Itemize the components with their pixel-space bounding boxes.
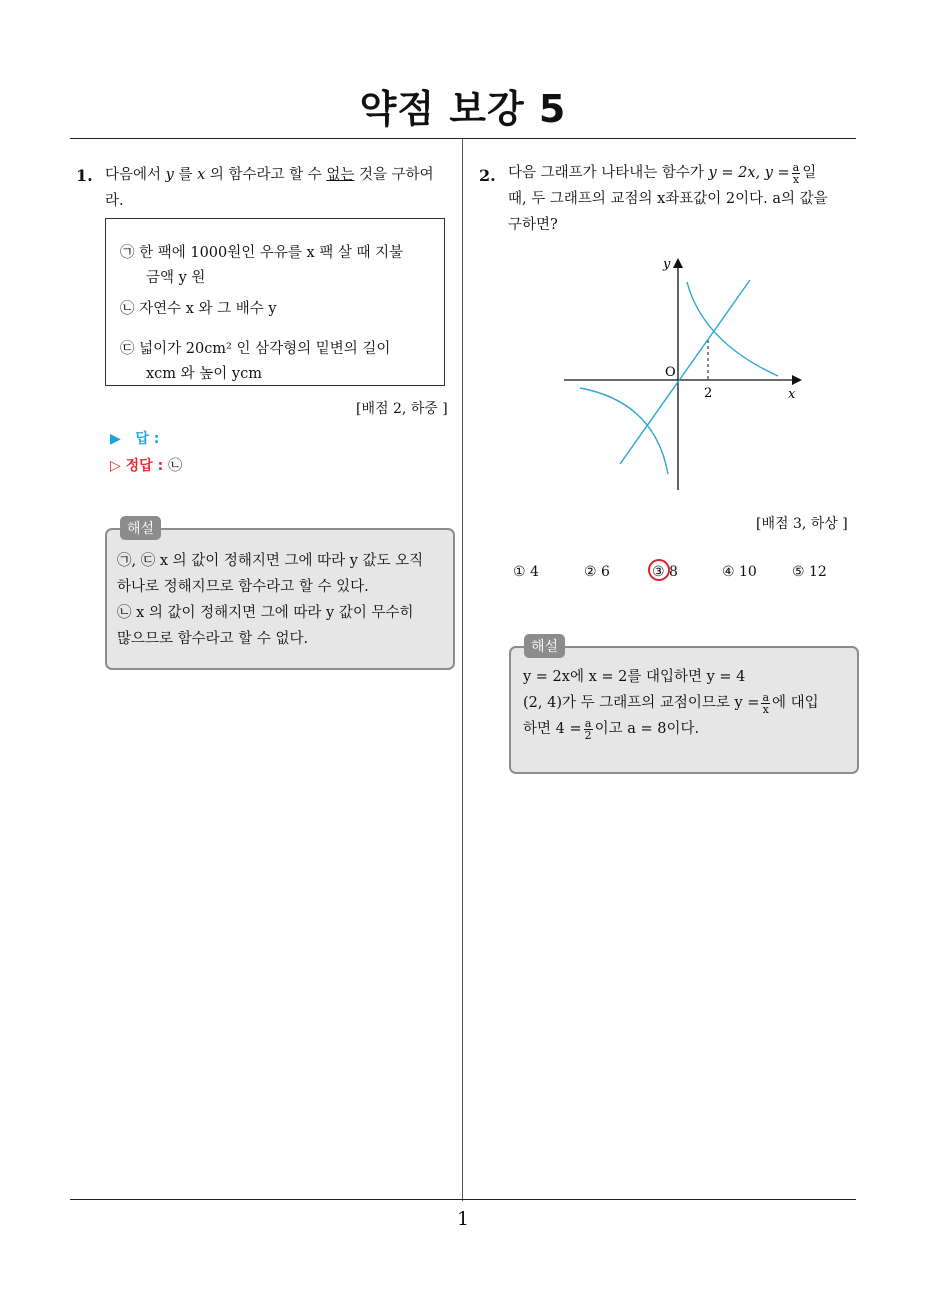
q1-answer-row: ▶ 답 : xyxy=(110,431,160,447)
q1-option-1: ㉠ 한 팩에 1000원인 우유를 x 팩 살 때 지불 금액 y 원 xyxy=(120,245,404,286)
q1-correct-row: ▷ 정답 : ㉡ xyxy=(110,458,183,474)
y-axis-label: y xyxy=(663,257,671,272)
q2-number: 2. xyxy=(479,166,496,185)
q2-choice-2[interactable]: ② 6 xyxy=(584,564,610,580)
q2-solution-tag: 해설 xyxy=(524,634,565,658)
q2-text: 다음 그래프가 나타내는 함수가 y = 2x, y = $\frac{a}{x}$ 일 때, 두 그래프의 교점의 x좌표값이 2이다. a의 값을 구하면? xyxy=(508,160,828,233)
q2-solution-box xyxy=(509,646,859,774)
q1-option-2: ㉡ 자연수 x 와 그 배수 y xyxy=(120,301,277,317)
q2-solution-text: y = 2x에 x = 2를 대입하면 y = 4 (2, 4)가 두 그래프의 교점이므로 y = $\frac{a}{x}$ 에 대입 하면 4 = $\frac{a}{2}$ 이고 a = 8이다. xyxy=(523,669,819,742)
q1-underlined-word: 없는 xyxy=(326,167,355,183)
x-axis-arrow-icon xyxy=(792,375,802,385)
q2-choice-3[interactable]: ③ 8 xyxy=(652,564,678,580)
x-axis-label: x xyxy=(788,387,796,402)
column-divider xyxy=(462,139,463,1201)
q1-solution-text: ㉠, ㉢ x 의 값이 정해지면 그에 따라 y 값도 오직 하나로 정해지므로 함수라고 할 수 있다. ㉡ x 의 값이 정해지면 그에 따라 y 값이 무수히 많으므로 함수라고 할 수 없다. xyxy=(117,553,424,647)
y-axis-arrow-icon xyxy=(673,258,683,268)
page-title: 약점 보강 5 xyxy=(359,87,567,131)
play-outline-icon: ▷ xyxy=(110,458,121,474)
page-number: 1 xyxy=(456,1208,470,1230)
q2-choice-5[interactable]: ⑤ 12 xyxy=(792,564,827,580)
line-y-2x xyxy=(620,280,750,464)
tick-label-2: 2 xyxy=(704,386,713,401)
q2-choice-4[interactable]: ④ 10 xyxy=(722,564,757,580)
hyperbola-branch-positive xyxy=(687,282,778,376)
q1-solution-box xyxy=(105,528,455,670)
q1-text: 다음에서 y 를 x 의 함수라고 할 수 없는 것을 구하여 라. xyxy=(105,167,434,209)
origin-label: O xyxy=(665,365,676,380)
q1-option-3: ㉢ 넓이가 20cm² 인 삼각형의 밑변의 길이 xcm 와 높이 ycm xyxy=(120,341,391,382)
q1-points: [배점 2, 하중 ] xyxy=(356,401,448,417)
selected-answer-circle-icon xyxy=(648,559,670,581)
q2-choice-1[interactable]: ① 4 xyxy=(513,564,539,580)
q1-solution-tag: 해설 xyxy=(120,516,161,540)
q2-function-graph xyxy=(560,252,810,492)
q1-number: 1. xyxy=(76,166,93,185)
play-icon: ▶ xyxy=(110,431,121,447)
footer-divider xyxy=(70,1199,856,1200)
q2-points: [배점 3, 하상 ] xyxy=(756,516,848,532)
hyperbola-branch-negative xyxy=(580,388,668,474)
header-divider xyxy=(70,138,856,139)
q1-options-box xyxy=(105,218,445,386)
